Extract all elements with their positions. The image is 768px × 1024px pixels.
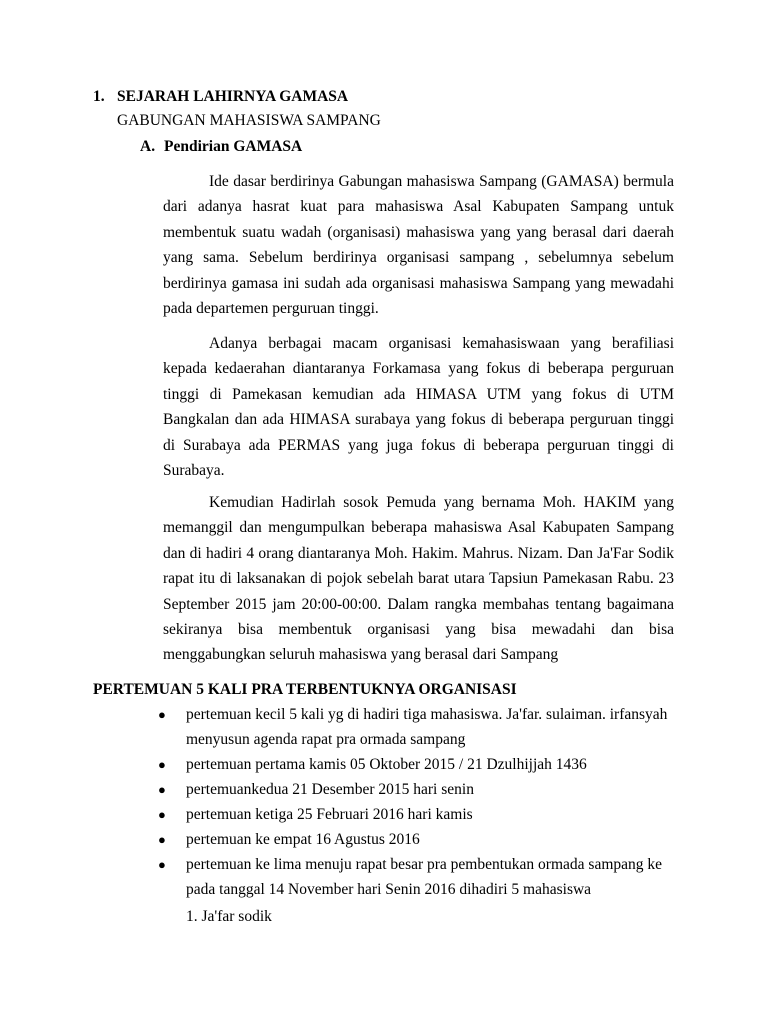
list-item-text: pertemuan ketiga 25 Februari 2016 hari kamis <box>186 806 473 823</box>
list-item <box>158 802 678 827</box>
paragraph-3 <box>163 490 674 668</box>
list-item <box>158 852 678 902</box>
bullet-icon: ● <box>158 782 166 797</box>
paragraph-2 <box>163 331 674 483</box>
section-letter: A. <box>140 138 156 155</box>
meetings-title: PERTEMUAN 5 KALI PRA TERBENTUKNYA ORGANISASI <box>93 681 517 698</box>
page-title: SEJARAH LAHIRNYA GAMASA <box>117 88 349 105</box>
list-item <box>158 702 678 752</box>
list-item-text: pertemuan ke empat 16 Agustus 2016 <box>186 831 420 848</box>
list-item-text: pertemuankedua 21 Desember 2015 hari senin <box>186 781 474 798</box>
section-title: Pendirian GAMASA <box>164 138 303 155</box>
bullet-icon: ● <box>158 707 166 722</box>
list-item-text: pertemuan kecil 5 kali yg di hadiri tiga mahasiswa. Ja'far. sulaiman. irfansyah menyusun agenda rapat pra ormada sampang <box>186 706 668 748</box>
paragraph-3-text: Kemudian Hadirlah sosok Pemuda yang bernama Moh. HAKIM yang memanggil dan mengumpulkan beberapa mahasiswa Asal Kabupaten Sampang dan di hadiri 4 orang diantaranya Moh. Hakim. Mahrus. Nizam. Dan Ja'Far Sodik rapat itu di laksanakan di pojok sebelah barat utara Tapsiun Pamekasan Rabu. 23 September 2015 jam 20:00-00:00. Dalam rangka membahas tentang bagaimana sekiranya bisa membentuk organisasi yang bisa mewadahi dan bisa menggabungkan seluruh mahasiswa yang berasal dari Sampang <box>163 494 674 664</box>
page-subtitle: GABUNGAN MAHASISWA SAMPANG <box>117 112 381 129</box>
paragraph-1-text: Ide dasar berdirinya Gabungan mahasiswa Sampang (GAMASA) bermula dari adanya hasrat kuat para mahasiswa Asal Kabupaten Sampang untuk membentuk suatu wadah (organisasi) mahasiswa yang yang berasal dari daerah yang sama. Sebelum berdirinya organisasi sampang , sebelumnya sebelum berdirinya gamasa ini sudah ada organisasi mahasiswa Sampang yang mewadahi pada departemen perguruan tinggi. <box>163 173 674 318</box>
bullet-icon: ● <box>158 857 166 872</box>
bullet-icon: ● <box>158 757 166 772</box>
list-item <box>158 777 678 802</box>
attendee-list-item: 1. Ja'far sodik <box>186 908 272 925</box>
heading-number: 1. <box>93 88 105 105</box>
bullet-icon: ● <box>158 832 166 847</box>
list-item <box>158 827 678 852</box>
list-item <box>158 752 678 777</box>
bullet-icon: ● <box>158 807 166 822</box>
paragraph-2-text: Adanya berbagai macam organisasi kemahasiswaan yang berafiliasi kepada kedaerahan diantaranya Forkamasa yang fokus di beberapa perguruan tinggi di Pamekasan kemudian ada HIMASA UTM yang fokus di UTM Bangkalan dan ada HIMASA surabaya yang fokus di beberapa perguruan tinggi di Surabaya ada PERMAS yang juga fokus di beberapa perguruan tinggi di Surabaya. <box>163 335 674 480</box>
paragraph-1 <box>163 169 674 321</box>
list-item-text: pertemuan ke lima menuju rapat besar pra pembentukan ormada sampang ke pada tanggal 14 November hari Senin 2016 dihadiri 5 mahasiswa <box>186 856 663 898</box>
meetings-list <box>158 702 678 902</box>
list-item-text: pertemuan pertama kamis 05 Oktober 2015 / 21 Dzulhijjah 1436 <box>186 756 587 773</box>
